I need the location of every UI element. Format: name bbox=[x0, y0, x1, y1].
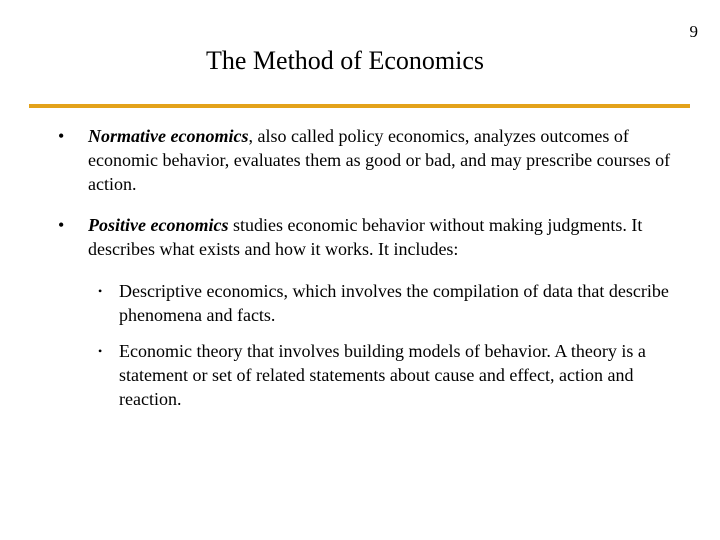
bullet-body: studies economic behavior without making judgments. It describes what exists and how it works. It includes: bbox=[88, 215, 643, 259]
sub-bullet-marker: • bbox=[98, 284, 103, 298]
sub-bullet-text: Descriptive economics, which involves the compilation of data that describe phenomena and facts. bbox=[119, 281, 669, 325]
title-divider bbox=[29, 104, 690, 108]
bullet-body: , also called policy economics, analyzes outcomes of economic behavior, evaluates them as good or bad, and may prescribe courses of action. bbox=[88, 126, 671, 194]
term-normative-economics: Normative economics bbox=[88, 126, 249, 146]
bullet-marker: • bbox=[58, 215, 65, 235]
sub-bullet-text: Economic theory that involves building models of behavior. A theory is a statement or set of related statements about cause and effect, action and reaction. bbox=[119, 341, 646, 409]
bullet-text bbox=[88, 213, 698, 261]
bullet-marker: • bbox=[58, 126, 65, 146]
bullet-text bbox=[88, 124, 698, 196]
page-number: 9 bbox=[689, 22, 698, 41]
slide-title: The Method of Economics bbox=[206, 46, 484, 75]
term-positive-economics: Positive economics bbox=[88, 215, 229, 235]
sub-bullet-marker: • bbox=[98, 344, 103, 358]
